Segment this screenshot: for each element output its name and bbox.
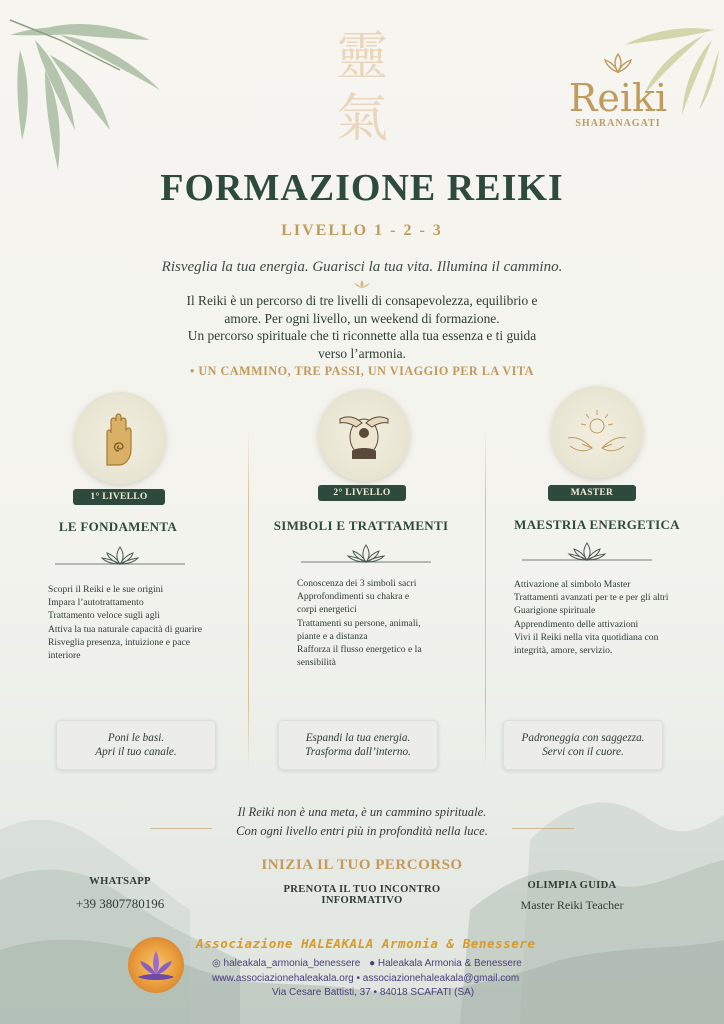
- brand-name: Reiki: [568, 76, 668, 120]
- list-item: Scopri il Reiki e le sue origini: [48, 584, 164, 595]
- quote-line: Poni le basi.: [107, 732, 165, 744]
- list-item: Guarigione spirituale: [514, 605, 596, 617]
- whatsapp-number[interactable]: +39 3807780196: [75, 896, 165, 911]
- list-item: Rafforza il flusso energetico e la: [297, 644, 422, 656]
- hand-spiral-icon: [74, 392, 166, 484]
- guide-label: OLIMPIA GUIDA: [527, 880, 617, 891]
- healing-hands-icon: [318, 389, 410, 481]
- association-name: Associazione HALEAKALA Armonia & Benessere: [196, 936, 536, 951]
- list-item: Risveglia presenza, intuizione e pace: [48, 636, 190, 648]
- closing-line: Con ogni livello entri più in profondità nella luce.: [236, 824, 488, 838]
- list-item: Conoscenza dei 3 simboli sacri: [297, 578, 417, 589]
- list-item: Attiva la tua naturale capacità di guarire: [48, 623, 202, 635]
- list-item: sensibilità: [297, 657, 336, 669]
- intro-paragraph: [130, 292, 594, 362]
- list-item: Trattamento veloce sugli agli: [48, 610, 160, 622]
- list-item: Trattamenti avanzati per te e per gli altri: [514, 592, 669, 604]
- divider-line: [150, 828, 212, 829]
- association-logo: [128, 937, 184, 993]
- facebook-page[interactable]: Haleakala Armonia & Benessere: [377, 958, 522, 969]
- sun-hands-icon: [551, 386, 643, 478]
- guide-role: Master Reiki Teacher: [520, 898, 624, 912]
- column-title-simboli: SIMBOLI E TRATTAMENTI: [273, 518, 449, 533]
- page-title: FORMAZIONE REIKI: [160, 167, 564, 209]
- badge-master: MASTER: [548, 485, 636, 501]
- lotus-icon: [601, 52, 635, 74]
- divider-line: [512, 828, 574, 829]
- intro-line: Un percorso spirituale che ti riconnette alla tua essenza e ti guida: [187, 328, 537, 343]
- cta-subtitle-line: PRENOTA IL TUO INCONTRO: [283, 884, 441, 895]
- lotus-ornament-icon: [55, 544, 185, 570]
- list-item: Trattamenti su persone, animali,: [297, 617, 421, 629]
- column-title-maestria: MAESTRIA ENERGETICA: [514, 517, 680, 532]
- cta-subtitle-line: INFORMATIVO: [321, 895, 403, 906]
- badge-level-1: 1° LIVELLO: [73, 489, 165, 505]
- column-title-fondamenta: LE FONDAMENTA: [58, 519, 178, 534]
- list-item: Attivazione al simbolo Master: [514, 579, 631, 590]
- intro-line: amore. Per ogni livello, un weekend di formazione.: [224, 310, 500, 326]
- list-item: integrità, amore, servizio.: [514, 645, 613, 657]
- facebook-icon: ●: [369, 958, 376, 969]
- motto: • UN CAMMINO, TRE PASSI, UN VIAGGIO PER LA VITA: [190, 364, 534, 378]
- features-list-master: [514, 578, 714, 657]
- badge-level-2: 2° LIVELLO: [318, 485, 406, 501]
- list-item: piante e a distanza: [297, 630, 368, 642]
- list-item: Impara l’autotrattamento: [48, 597, 144, 609]
- kanji-rei: 靈: [335, 27, 388, 87]
- lotus-ornament-icon: [301, 542, 431, 568]
- quote-line: Apri il tuo canale.: [95, 746, 177, 758]
- intro-line: verso l’armonia.: [318, 345, 406, 361]
- web-email[interactable]: www.associazionehaleakala.org • associazionehaleakala@gmail.com: [212, 973, 520, 984]
- whatsapp-label: WHATSAPP: [89, 876, 151, 887]
- list-item: Approfondimenti su chakra e: [297, 591, 410, 603]
- quote-line: Espandi la tua energia.: [305, 732, 411, 744]
- column-divider: [485, 430, 486, 770]
- brand-logo: [548, 52, 688, 129]
- cta-title: INIZIA IL TUO PERCORSO: [261, 857, 463, 873]
- reiki-kanji: [322, 26, 402, 150]
- instagram-handle[interactable]: haleakala_armonia_benessere: [223, 958, 361, 969]
- list-item: interiore: [48, 650, 81, 662]
- column-divider: [248, 430, 249, 770]
- list-item: corpi energetici: [297, 604, 357, 616]
- social-links: [212, 958, 632, 969]
- intro-line: Il Reiki è un percorso di tre livelli di consapevolezza, equilibrio e: [186, 293, 538, 308]
- features-list-level-2: [297, 577, 477, 669]
- list-item: Vivi il Reiki nella vita quotidiana con: [514, 631, 659, 643]
- instagram-icon: ◎: [212, 958, 221, 969]
- bamboo-leaves-left: [0, 0, 200, 190]
- levels-heading: LIVELLO 1 - 2 - 3: [281, 222, 443, 239]
- closing-line: Il Reiki non è una meta, è un cammino spirituale.: [237, 805, 487, 819]
- kanji-ki: 氣: [335, 89, 388, 149]
- quote-line: Servi con il cuore.: [542, 746, 624, 758]
- tagline: Risveglia la tua energia. Guarisci la tua vita. Illumina il cammino.: [161, 259, 563, 275]
- lotus-ornament-icon: [522, 540, 652, 566]
- closing-quote: [0, 803, 724, 841]
- lotus-logo-icon: [128, 937, 184, 993]
- list-item: Apprendimento delle attivazioni: [514, 618, 639, 630]
- brand-subtitle: SHARANAGATI: [575, 118, 661, 129]
- quote-line: Padroneggia con saggezza.: [521, 732, 645, 744]
- quote-line: Trasforma dall’interno.: [305, 746, 411, 758]
- address: Via Cesare Battisti, 37 • 84018 SCAFATI (SA): [272, 987, 475, 998]
- features-list-level-1: [48, 583, 238, 662]
- small-lotus-icon: [352, 279, 372, 289]
